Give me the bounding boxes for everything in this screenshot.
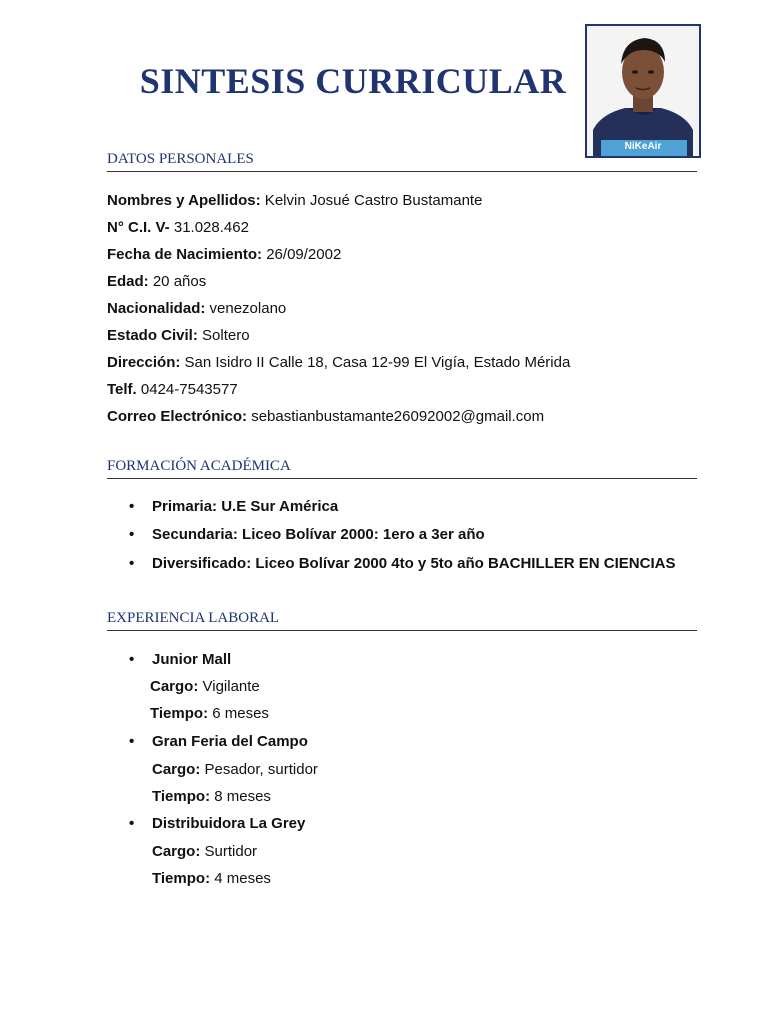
list-item: • Primaria: U.E Sur América (129, 498, 339, 515)
section-heading-personal: DATOS PERSONALES (107, 151, 697, 172)
field-value: 31.028.462 (169, 219, 249, 236)
field-value: 20 años (148, 273, 207, 290)
page-title: SINTESIS CURRICULAR (139, 61, 567, 101)
job-company: • Gran Feria del Campo (129, 733, 308, 750)
field-age (107, 268, 707, 295)
field-label: Fecha de Nacimiento: (107, 246, 263, 263)
profile-photo (585, 24, 701, 158)
bullet-icon: • (129, 815, 135, 832)
field-birth-date (107, 241, 707, 268)
field-label: Edad: (107, 273, 149, 290)
job-company: • Distribuidora La Grey (129, 815, 306, 832)
job-tiempo: Tiempo: 4 meses (152, 870, 271, 887)
list-item: • Diversificado: Liceo Bolívar 2000 4to y 5to año BACHILLER EN CIENCIAS (129, 555, 676, 572)
field-label: Nacionalidad: (107, 300, 206, 317)
field-id-number (107, 214, 707, 241)
field-value: sebastianbustamante26092002@gmail.com (247, 408, 545, 425)
field-label: Nombres y Apellidos: (107, 192, 261, 209)
field-value: venezolano (205, 300, 287, 317)
experience-list (127, 651, 727, 897)
field-value: San Isidro II Calle 18, Casa 12-99 El Vigía, Estado Mérida (180, 354, 571, 371)
section-heading-education: FORMACIÓN ACADÉMICA (107, 458, 697, 479)
field-value: Kelvin Josué Castro Bustamante (260, 192, 483, 209)
shirt-text: NiKeAir (624, 141, 662, 152)
personal-data-list (107, 187, 707, 430)
field-label: Telf. (107, 381, 137, 398)
field-civil-status (107, 322, 707, 349)
section-heading-experience: EXPERIENCIA LABORAL (107, 610, 697, 631)
field-label: Dirección: (107, 354, 181, 371)
job-cargo: Cargo: Surtidor (152, 843, 258, 860)
education-list (127, 498, 727, 583)
bullet-icon: • (129, 555, 135, 572)
job-cargo: Cargo: Pesador, surtidor (152, 761, 318, 778)
field-phone (107, 376, 707, 403)
field-full-name (107, 187, 707, 214)
job-tiempo: Tiempo: 8 meses (152, 788, 271, 805)
field-value: Soltero (197, 327, 250, 344)
portrait-image (587, 26, 699, 156)
bullet-icon: • (129, 498, 135, 515)
field-label: Correo Electrónico: (107, 408, 248, 425)
field-label: N° C.I. V- (107, 219, 170, 236)
field-email (107, 403, 707, 430)
list-item: • Secundaria: Liceo Bolívar 2000: 1ero a 3er año (129, 526, 485, 543)
field-address (107, 349, 707, 376)
bullet-icon: • (129, 651, 135, 668)
job-company: • Junior Mall (129, 651, 232, 668)
field-value: 26/09/2002 (262, 246, 342, 263)
job-tiempo: Tiempo: 6 meses (150, 705, 269, 722)
field-nationality (107, 295, 707, 322)
bullet-icon: • (129, 733, 135, 750)
bullet-icon: • (129, 526, 135, 543)
field-value: 0424-7543577 (136, 381, 238, 398)
job-cargo: Cargo: Vigilante (150, 678, 260, 695)
field-label: Estado Civil: (107, 327, 198, 344)
